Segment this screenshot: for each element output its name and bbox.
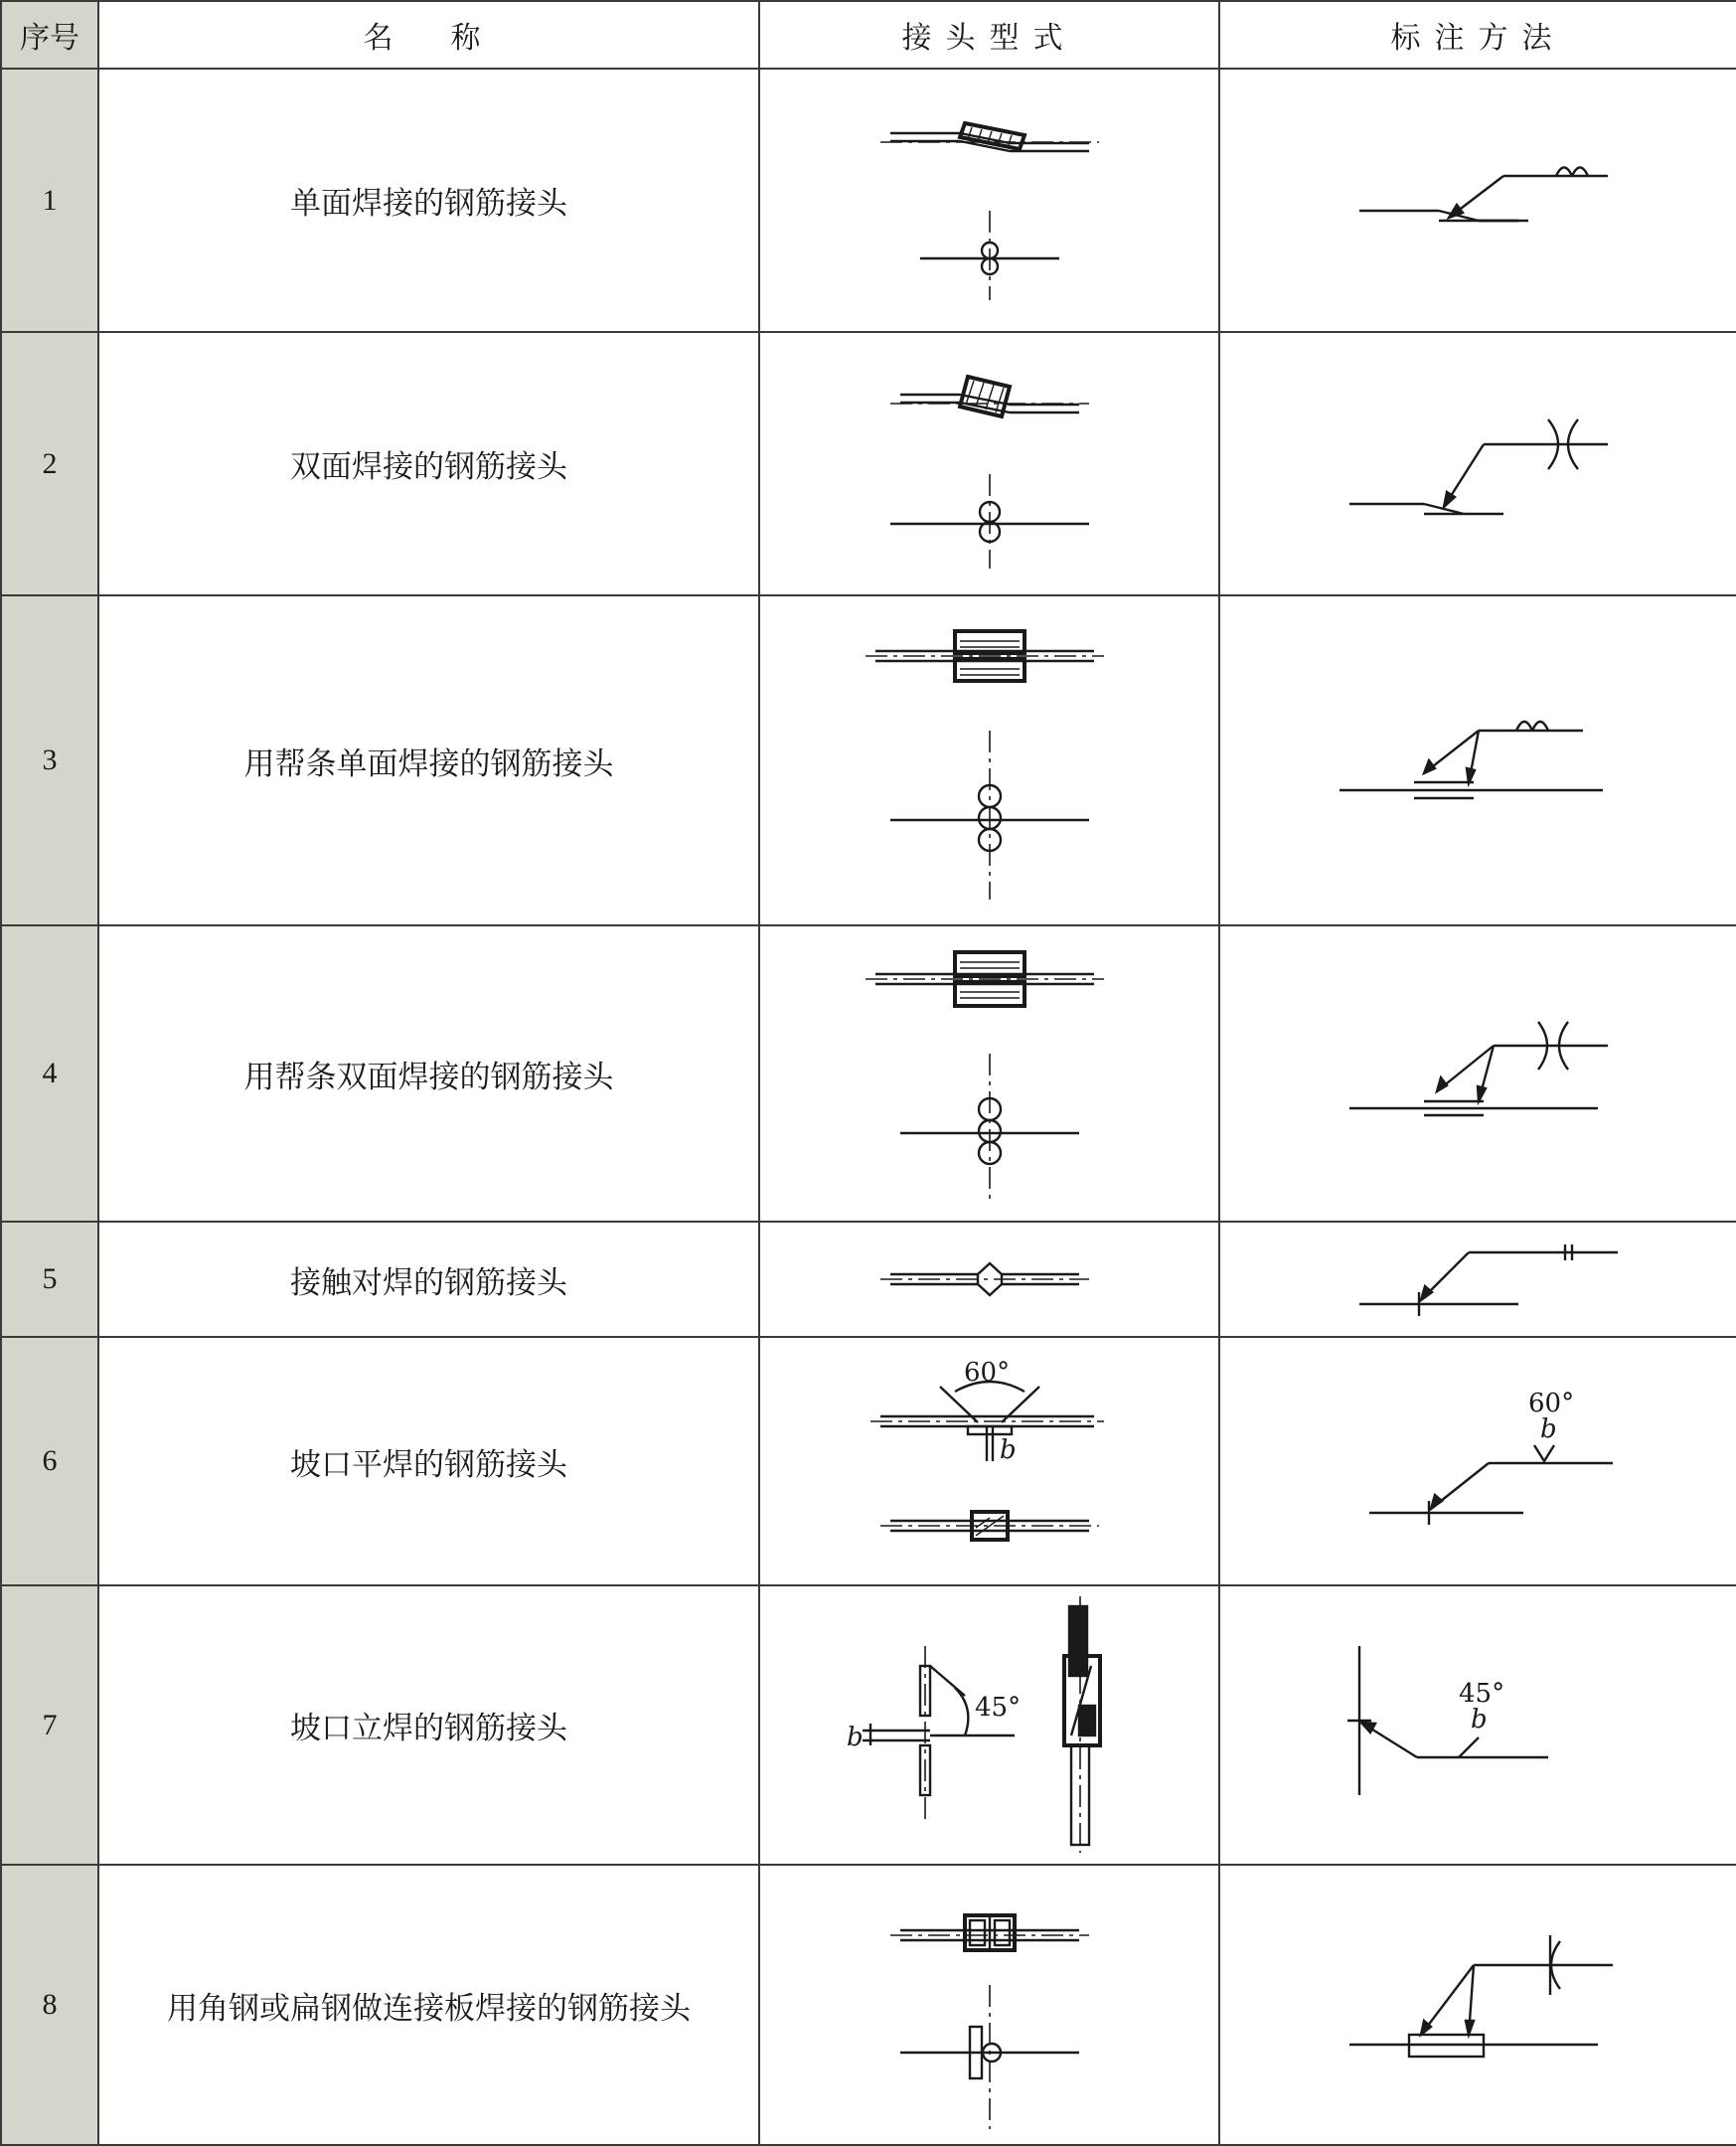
double-side-weld-figure xyxy=(861,355,1119,574)
groove-vertical-weld-annotation xyxy=(1330,1616,1628,1835)
row-name: 坡口立焊的钢筋接头 xyxy=(98,1585,759,1865)
annotation-cell xyxy=(1219,1585,1736,1865)
angle-plate-weld-annotation xyxy=(1330,1905,1628,2104)
header-no: 序号 xyxy=(1,1,98,69)
annotation-cell xyxy=(1219,69,1736,332)
annotation-b-label-vertical: b xyxy=(1470,1704,1488,1734)
groove-flat-weld-annotation xyxy=(1330,1382,1628,1541)
annotation-angle-60-label: 60° xyxy=(1527,1389,1574,1418)
row-number: 6 xyxy=(1,1337,98,1585)
strap-double-weld-figure xyxy=(861,934,1119,1213)
angle-plate-weld-figure xyxy=(861,1876,1119,2134)
header-form: 接头型式 xyxy=(759,1,1219,69)
double-side-weld-annotation xyxy=(1330,365,1628,564)
row-number: 1 xyxy=(1,69,98,332)
gap-b-label-vertical: b xyxy=(846,1722,864,1752)
table-row-2 xyxy=(1,332,1736,595)
joint-form-cell xyxy=(759,595,1219,925)
annotation-cell xyxy=(1219,1865,1736,2145)
joint-form-cell xyxy=(759,925,1219,1222)
annotation-cell xyxy=(1219,332,1736,595)
groove-angle-45-label: 45° xyxy=(974,1692,1021,1723)
annotation-cell xyxy=(1219,925,1736,1222)
row-number: 7 xyxy=(1,1585,98,1865)
table-row-7 xyxy=(1,1585,1736,1865)
row-number: 4 xyxy=(1,925,98,1222)
gap-b-label-flat: b xyxy=(999,1435,1017,1465)
row-name: 坡口平焊的钢筋接头 xyxy=(98,1337,759,1585)
header-mark: 标注方法 xyxy=(1219,1,1736,69)
row-name: 接触对焊的钢筋接头 xyxy=(98,1222,759,1337)
annotation-b-label-flat: b xyxy=(1539,1414,1557,1444)
strap-single-weld-annotation xyxy=(1330,661,1628,860)
annotation-cell xyxy=(1219,595,1736,925)
joint-form-cell xyxy=(759,1222,1219,1337)
annotation-cell xyxy=(1219,1337,1736,1585)
table-row-1 xyxy=(1,69,1736,332)
flash-butt-weld-annotation xyxy=(1330,1235,1628,1324)
row-number: 5 xyxy=(1,1222,98,1337)
table-row-6 xyxy=(1,1337,1736,1585)
groove-vertical-weld-figure xyxy=(841,1596,1139,1855)
groove-flat-weld-figure xyxy=(861,1347,1119,1575)
row-number: 3 xyxy=(1,595,98,925)
joint-form-cell xyxy=(759,1585,1219,1865)
groove-angle-60-label: 60° xyxy=(963,1358,1010,1388)
table-row-5 xyxy=(1,1222,1736,1337)
strap-double-weld-annotation xyxy=(1330,974,1628,1173)
row-name: 用帮条单面焊接的钢筋接头 xyxy=(98,595,759,925)
table-header-row xyxy=(1,1,1736,69)
table-row-3 xyxy=(1,595,1736,925)
table-row-8 xyxy=(1,1865,1736,2145)
single-side-weld-annotation xyxy=(1330,101,1628,300)
annotation-cell xyxy=(1219,1222,1736,1337)
annotation-angle-45-label: 45° xyxy=(1458,1678,1504,1709)
row-name: 双面焊接的钢筋接头 xyxy=(98,332,759,595)
row-name: 单面焊接的钢筋接头 xyxy=(98,69,759,332)
table-row-4 xyxy=(1,925,1736,1222)
single-side-weld-figure xyxy=(861,91,1119,310)
header-name: 名 称 xyxy=(98,1,759,69)
row-name: 用帮条双面焊接的钢筋接头 xyxy=(98,925,759,1222)
row-number: 8 xyxy=(1,1865,98,2145)
strap-single-weld-figure xyxy=(861,611,1119,909)
flash-butt-weld-figure xyxy=(861,1249,1119,1309)
row-number: 2 xyxy=(1,332,98,595)
joint-form-cell xyxy=(759,332,1219,595)
joint-form-cell xyxy=(759,69,1219,332)
joint-form-cell xyxy=(759,1865,1219,2145)
row-name: 用角钢或扁钢做连接板焊接的钢筋接头 xyxy=(98,1865,759,2145)
joint-form-cell xyxy=(759,1337,1219,1585)
